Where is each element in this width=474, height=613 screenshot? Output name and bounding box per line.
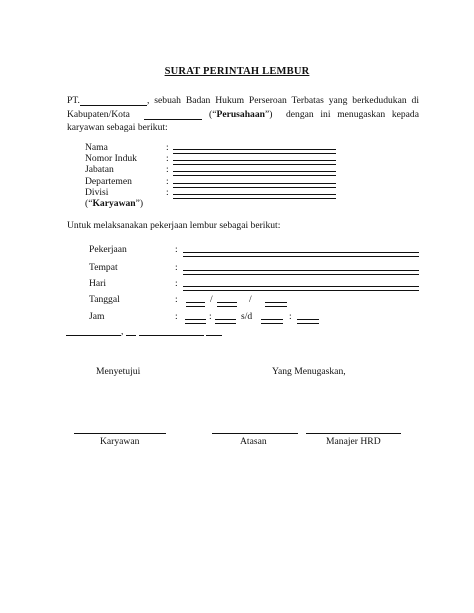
intro-line-1: , sebuah Badan Hukum Perseroan Terbatas yang berkedudukan di <box>147 95 419 106</box>
tanggal-year-blank <box>265 302 287 307</box>
intro-line-3: karyawan sebagai berikut: <box>67 122 168 133</box>
departemen-blank <box>173 183 336 188</box>
field-label-nama: Nama <box>85 142 108 153</box>
field-label-jam: Jam <box>89 311 105 322</box>
date-month-blank <box>139 335 204 336</box>
field-colon: : <box>166 142 169 153</box>
field-colon: : <box>175 278 178 289</box>
company-term: (“Perusahaan”) <box>209 109 273 120</box>
jam-start-hour-blank <box>185 319 206 324</box>
field-colon: : <box>175 294 178 305</box>
date-separator: / <box>210 294 213 305</box>
field-colon: : <box>166 164 169 175</box>
intro-line-2: dengan ini menugaskan kepada <box>286 109 419 120</box>
field-label-jabatan: Jabatan <box>85 164 114 175</box>
jam-end-minute-blank <box>297 319 319 324</box>
field-label-tempat: Tempat <box>89 262 118 273</box>
signature-line-karyawan <box>74 433 166 434</box>
date-separator: / <box>249 294 252 305</box>
jam-end-hour-blank <box>261 319 283 324</box>
field-colon: : <box>175 244 178 255</box>
field-colon: : <box>175 262 178 273</box>
date-year-blank <box>206 335 222 336</box>
tanggal-month-blank <box>217 302 237 307</box>
nomor-induk-blank <box>173 160 336 165</box>
divisi-blank <box>173 194 336 199</box>
pekerjaan-blank <box>183 252 419 257</box>
field-colon: : <box>166 176 169 187</box>
role-atasan: Atasan <box>240 436 267 447</box>
approve-label: Menyetujui <box>96 366 141 377</box>
field-label-pekerjaan: Pekerjaan <box>89 244 127 255</box>
jam-start-minute-blank <box>215 319 236 324</box>
field-colon: : <box>166 187 169 198</box>
assign-label: Yang Menugaskan, <box>272 366 346 377</box>
nama-blank <box>173 149 336 154</box>
time-separator: : <box>209 311 212 322</box>
role-karyawan: Karyawan <box>100 436 140 447</box>
place-blank <box>66 335 121 336</box>
time-separator: : <box>289 311 292 322</box>
field-label-nomor-induk: Nomor Induk <box>85 153 137 164</box>
time-range-to: s/d <box>241 311 253 322</box>
document-title: SURAT PERINTAH LEMBUR <box>164 66 310 77</box>
city-blank <box>144 119 202 120</box>
task-intro: Untuk melaksanakan pekerjaan lembur sebagai berikut: <box>67 220 281 231</box>
field-label-divisi: Divisi <box>85 187 109 198</box>
field-colon: : <box>175 311 178 322</box>
signature-line-manajer <box>306 433 401 434</box>
field-label-hari: Hari <box>89 278 107 289</box>
company-name-blank <box>80 105 147 106</box>
role-manajer-hrd: Manajer HRD <box>326 436 381 447</box>
field-label-departemen: Departemen <box>85 176 132 187</box>
pt-label: PT. <box>67 95 80 106</box>
field-label-tanggal: Tanggal <box>89 294 120 305</box>
kabupaten-label: Kabupaten/Kota <box>67 109 130 120</box>
tempat-blank <box>183 270 419 275</box>
signature-line-atasan <box>212 433 298 434</box>
field-colon: : <box>166 153 169 164</box>
place-date-comma: , <box>121 326 124 337</box>
tanggal-day-blank <box>186 302 205 307</box>
date-day-blank <box>126 335 136 336</box>
hari-blank <box>183 286 419 291</box>
employee-term: (“Karyawan”) <box>85 198 144 209</box>
jabatan-blank <box>173 171 336 176</box>
